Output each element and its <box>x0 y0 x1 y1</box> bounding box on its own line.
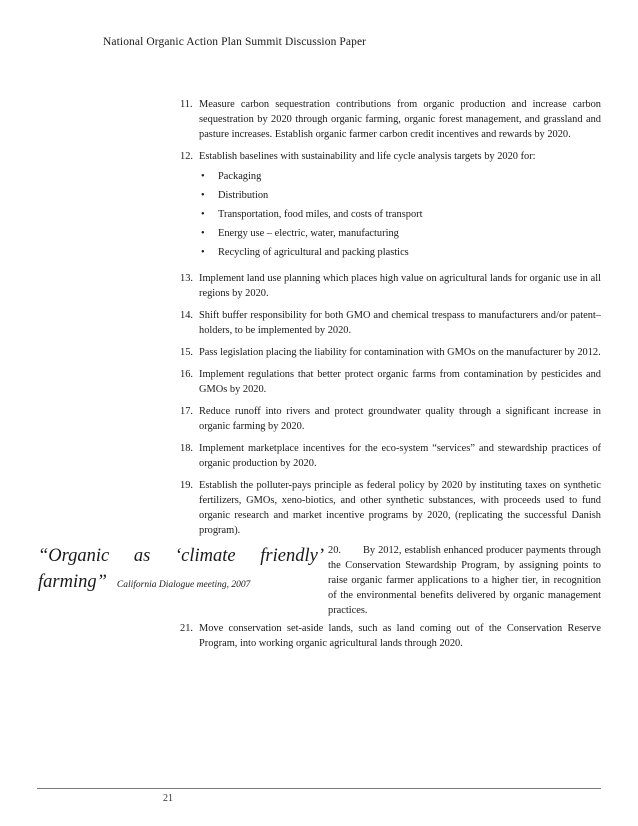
item-number: 16. <box>180 369 193 380</box>
list-item <box>180 97 601 142</box>
item-number: 18. <box>180 443 193 454</box>
item-text: Implement marketplace incentives for the eco-system “services” and stewardship practices of organic production by 2020. <box>199 443 601 469</box>
bullet-icon: • <box>201 228 205 239</box>
bullet-text: Energy use – electric, water, manufacturing <box>218 228 399 239</box>
item-text: Implement land use planning which places high value on agricultural lands for organic use in all regions by 2020. <box>199 273 601 299</box>
pull-quote <box>38 543 324 598</box>
item-text: Shift buffer responsibility for both GMO and chemical trespass to manufacturers and/or patent–holders, to be implemented by 2020. <box>199 310 601 336</box>
list-item <box>180 345 601 360</box>
bullet-text: Recycling of agricultural and packing plastics <box>218 247 409 258</box>
bullet-item <box>199 169 601 184</box>
bullet-text: Transportation, food miles, and costs of transport <box>218 209 423 220</box>
list-item <box>180 478 601 538</box>
bullet-icon: • <box>201 190 205 201</box>
quote-source: California Dialogue meeting, 2007 <box>116 580 251 590</box>
item-text: Pass legislation placing the liability for contamination with GMOs on the manufacturer by 2012. <box>199 347 601 358</box>
item-number: 14. <box>180 310 193 321</box>
action-list <box>180 97 601 545</box>
list-item-20 <box>328 543 601 618</box>
item-number: 11. <box>180 99 193 110</box>
bullet-item <box>199 188 601 203</box>
bullet-icon: • <box>201 247 205 258</box>
item-number: 19. <box>180 480 193 491</box>
footer-divider <box>37 788 601 789</box>
item-text: By 2012, establish enhanced producer payments through the Conservation Stewardship Program, by assigning points to raise organic farmer applications to a higher tier, in recognition of the environmental benefits delivered by organic management practices. <box>328 545 601 616</box>
bullet-list <box>199 169 601 260</box>
item-number: 20. <box>328 545 341 556</box>
item-number: 21. <box>180 623 193 634</box>
list-item <box>180 308 601 338</box>
list-item <box>180 367 601 397</box>
item-number: 12. <box>180 151 193 162</box>
item-text: Move conservation set-aside lands, such as land coming out of the Conservation Reserve Program, into working organic agricultural lands through 2020. <box>199 623 601 649</box>
item-number: 17. <box>180 406 193 417</box>
item-text: Reduce runoff into rivers and protect groundwater quality through a significant increase in organic farming by 2020. <box>199 406 601 432</box>
list-item <box>180 149 601 264</box>
page-number: 21 <box>163 793 173 804</box>
bullet-icon: • <box>201 209 205 220</box>
bullet-text: Packaging <box>218 171 262 182</box>
bullet-item <box>199 207 601 222</box>
list-item <box>180 441 601 471</box>
item-text: Implement regulations that better protect organic farms from contamination by pesticides and GMOs by 2020. <box>199 369 601 395</box>
list-item-21 <box>180 621 601 651</box>
bullet-text: Distribution <box>218 190 269 201</box>
item-text: Measure carbon sequestration contributions from organic production and increase carbon sequestration by 2020 through organic farming, organic forest management, and grassland and pasture increases. Establish organic farmer carbon credit incentives and rewards by 2020. <box>199 99 601 140</box>
page-header: National Organic Action Plan Summit Discussion Paper <box>103 36 367 48</box>
list-item <box>180 271 601 301</box>
bullet-icon: • <box>201 171 205 182</box>
item-text: Establish baselines with sustainability and life cycle analysis targets by 2020 for: <box>199 151 536 162</box>
quote-line-1: “Organic as ‘climate friendly’ <box>38 546 324 566</box>
item-number: 13. <box>180 273 193 284</box>
list-item <box>180 404 601 434</box>
bullet-item <box>199 226 601 241</box>
quote-line-2: farming” <box>38 572 107 592</box>
bullet-item <box>199 245 601 260</box>
item-text: Establish the polluter-pays principle as federal policy by 2020 by instituting taxes on synthetic fertilizers, GMOs, xeno-biotics, and other synthetic substances, with proceeds used to fund organic research and market incentive programs by 2020, (replicating the successful Danish program). <box>199 480 601 536</box>
item-number: 15. <box>180 347 193 358</box>
